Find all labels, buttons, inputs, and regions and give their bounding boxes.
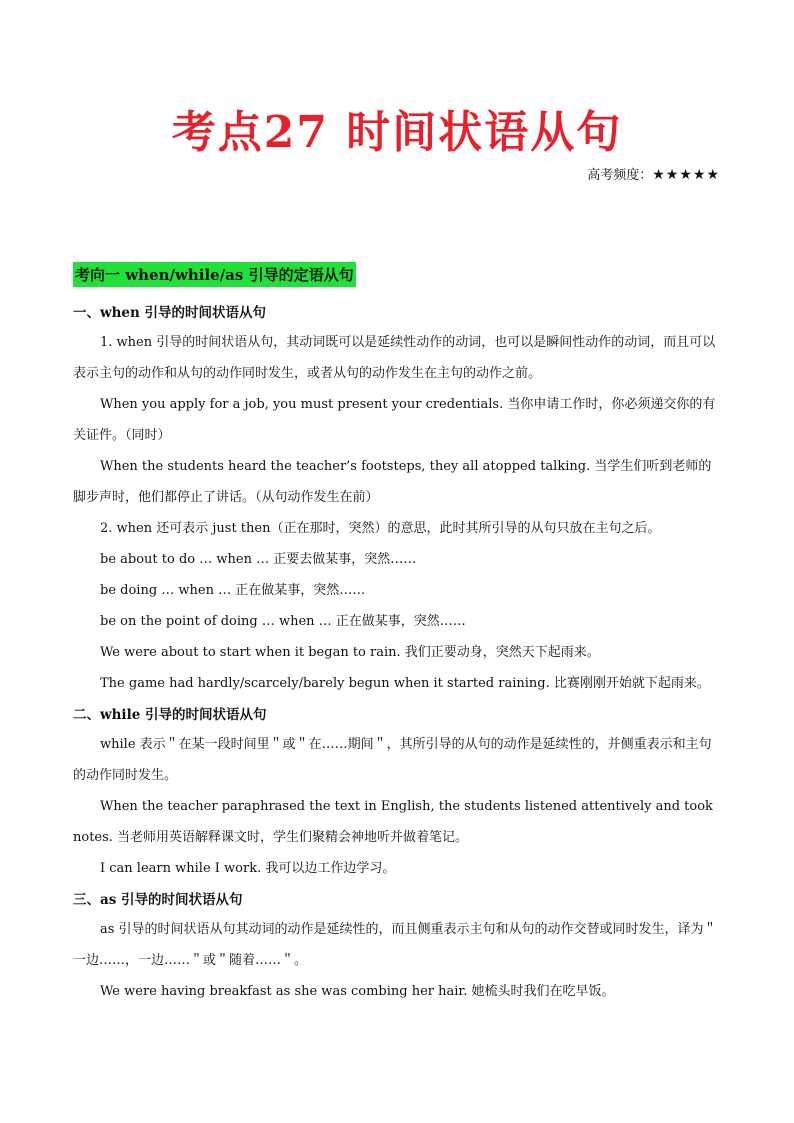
frequency-stars: ★★★★★ (652, 167, 720, 183)
paragraph: 2. when 还可表示 just then（正在那时，突然）的意思，此时其所引导的从句只放在主句之后。 (100, 521, 661, 536)
paragraph: When the teacher paraphrased the text in English, the students listened attentively and took notes. 当老师用英语解释课文时，学生们聚精会神地听并做着笔记。 (73, 799, 713, 845)
section-heading: 考向一 when/while/as 引导的定语从句 (73, 262, 356, 287)
paragraph: The game had hardly/scarcely/barely begun when it started raining. 比赛刚刚开始就下起雨来。 (100, 676, 710, 691)
paragraph: When the students heard the teacher’s footsteps, they all atopped talking. 当学生们听到老师的脚步声时，他们都停止了讲话。（从句动作发生在前） (73, 459, 712, 505)
paragraph: I can learn while I work. 我可以边工作边学习。 (100, 861, 396, 876)
content (73, 262, 723, 1007)
subheading-as: 三、as 引导的时间状语从句 (73, 892, 243, 908)
exam-frequency (587, 164, 720, 183)
paragraph: be doing … when … 正在做某事，突然…… (100, 583, 366, 598)
paragraph: as 引导的时间状语从句其动词的动作是延续性的，而且侧重表示主句和从句的动作交替或同时发生，译为＂一边……，一边……＂或＂随着……＂。 (73, 922, 717, 968)
paragraph: be about to do … when … 正要去做某事，突然…… (100, 552, 417, 567)
paragraph: When you apply for a job, you must present your credentials. 当你申请工作时，你必须递交你的有关证件。（同时） (73, 397, 716, 443)
subheading-when: 一、when 引导的时间状语从句 (73, 305, 267, 321)
page-title: 考点27 时间状语从句 (171, 107, 623, 158)
paragraph: be on the point of doing … when … 正在做某事，突然…… (100, 614, 466, 629)
paragraph: while 表示＂在某一段时间里＂或＂在……期间＂，其所引导的从句的动作是延续性的，并侧重表示和主句的动作同时发生。 (73, 737, 712, 783)
paragraph: We were about to start when it began to rain. 我们正要动身，突然天下起雨来。 (100, 645, 600, 660)
subheading-while: 二、while 引导的时间状语从句 (73, 707, 267, 723)
paragraph: 1. when 引导的时间状语从句，其动词既可以是延续性动作的动词，也可以是瞬间性动作的动词，而且可以表示主句的动作和从句的动作同时发生，或者从句的动作发生在主句的动作之前。 (73, 335, 716, 381)
frequency-label: 高考频度： (587, 168, 653, 183)
paragraph: We were having breakfast as she was combing her hair. 她梳头时我们在吃早饭。 (100, 984, 615, 999)
